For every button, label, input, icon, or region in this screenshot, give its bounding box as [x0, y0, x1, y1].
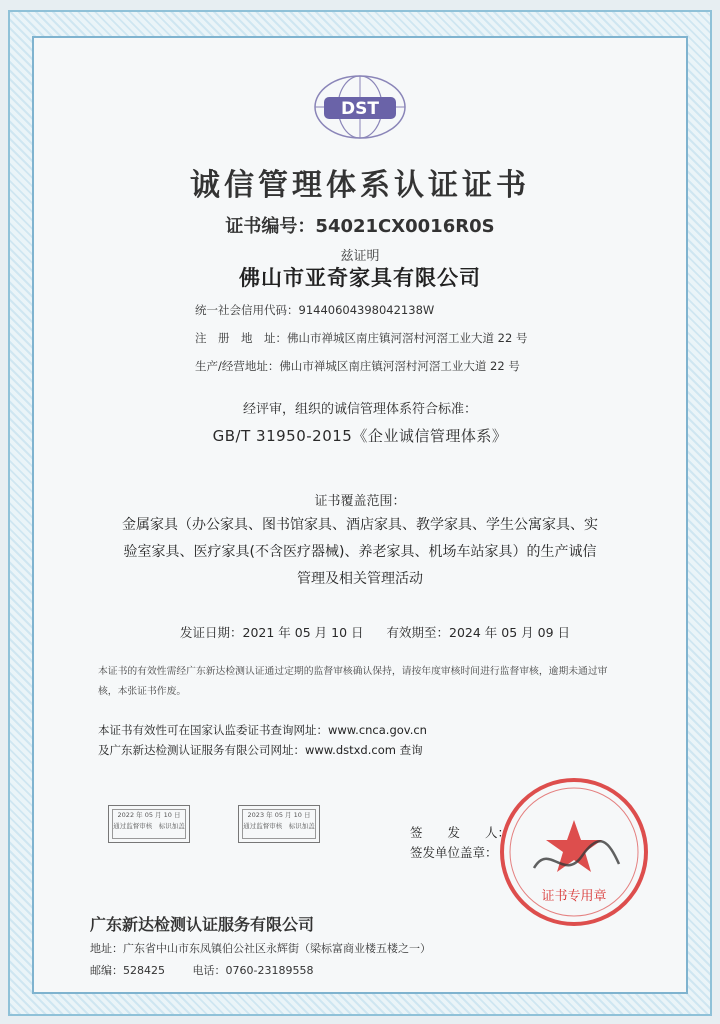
stamp-label: 通过监督审核 标识加盖 — [243, 822, 315, 830]
scope-line: 管理及相关管理活动 — [297, 571, 423, 587]
scope-line: 验室家具、医疗家具(不含医疗器械)、养老家具、机场车站家具）的生产诚信 — [123, 544, 597, 560]
validity-note: 本证书的有效性需经广东新达检测认证通过定期的监督审核确认保持，请按年度审核时间进行监督审核，逾期未通过审核，本张证书作废。 — [98, 666, 608, 697]
certificate-title: 诚信管理体系认证证书 — [190, 168, 530, 203]
postcode: 邮编：528425 — [90, 964, 165, 977]
logo-text: DST — [341, 99, 379, 119]
expiry-date: 有效期至：2024 年 05 月 09 日 — [386, 625, 570, 640]
certificate-number: 证书编号：54021CX0016R0S — [225, 216, 495, 237]
stamp-date: 2022 年 05 月 10 日 — [117, 811, 181, 819]
issuer-address: 地址：广东省中山市东凤镇伯公社区永辉街（梁标富商业楼五楼之一） — [90, 942, 431, 955]
official-seal — [494, 772, 654, 932]
issuer-contact — [90, 962, 337, 978]
review-statement: 经评审，组织的诚信管理体系符合标准： — [242, 402, 477, 417]
validity-dates — [180, 623, 570, 641]
scope-line: 金属家具（办公家具、图书馆家具、酒店家具、教学家具、学生公寓家具、实 — [122, 517, 598, 533]
company-name: 佛山市亚奇家具有限公司 — [239, 266, 481, 290]
production-address: 生产/经营地址：佛山市禅城区南庄镇河滘村河滘工业大道 22 号 — [195, 359, 520, 373]
registered-address: 注 册 地 址：佛山市禅城区南庄镇河滘村河滘工业大道 22 号 — [195, 331, 528, 345]
signer-label: 签 发 人： — [410, 825, 511, 840]
stamp-date: 2023 年 05 月 10 日 — [247, 811, 311, 819]
verify-cnca: 本证书有效性可在国家认监委证书查询网址：www.cnca.gov.cn — [98, 723, 427, 737]
scope-heading: 证书覆盖范围： — [314, 494, 406, 509]
annual-audit-stamp-2023 — [238, 805, 320, 843]
annual-audit-stamp-2022 — [108, 805, 190, 843]
phone: 电话：0760-23189558 — [192, 964, 314, 977]
standard-name: GB/T 31950-2015《企业诚信管理体系》 — [212, 427, 508, 445]
issuing-unit-seal-label: 签发单位盖章： — [410, 845, 498, 860]
hereby-text: 兹证明 — [340, 249, 380, 264]
stamp-label: 通过监督审核 标识加盖 — [113, 822, 185, 830]
scope-text — [110, 512, 610, 593]
dst-logo — [310, 72, 410, 142]
verify-dstxd: 及广东新达检测认证服务有限公司网址：www.dstxd.com 查询 — [98, 743, 423, 757]
credit-code: 统一社会信用代码：91440604398042138W — [195, 303, 435, 317]
seal-text: 证书专用章 — [541, 889, 607, 904]
issuer-name: 广东新达检测认证服务有限公司 — [90, 915, 315, 934]
issue-date: 发证日期：2021 年 05 月 10 日 — [180, 625, 364, 640]
